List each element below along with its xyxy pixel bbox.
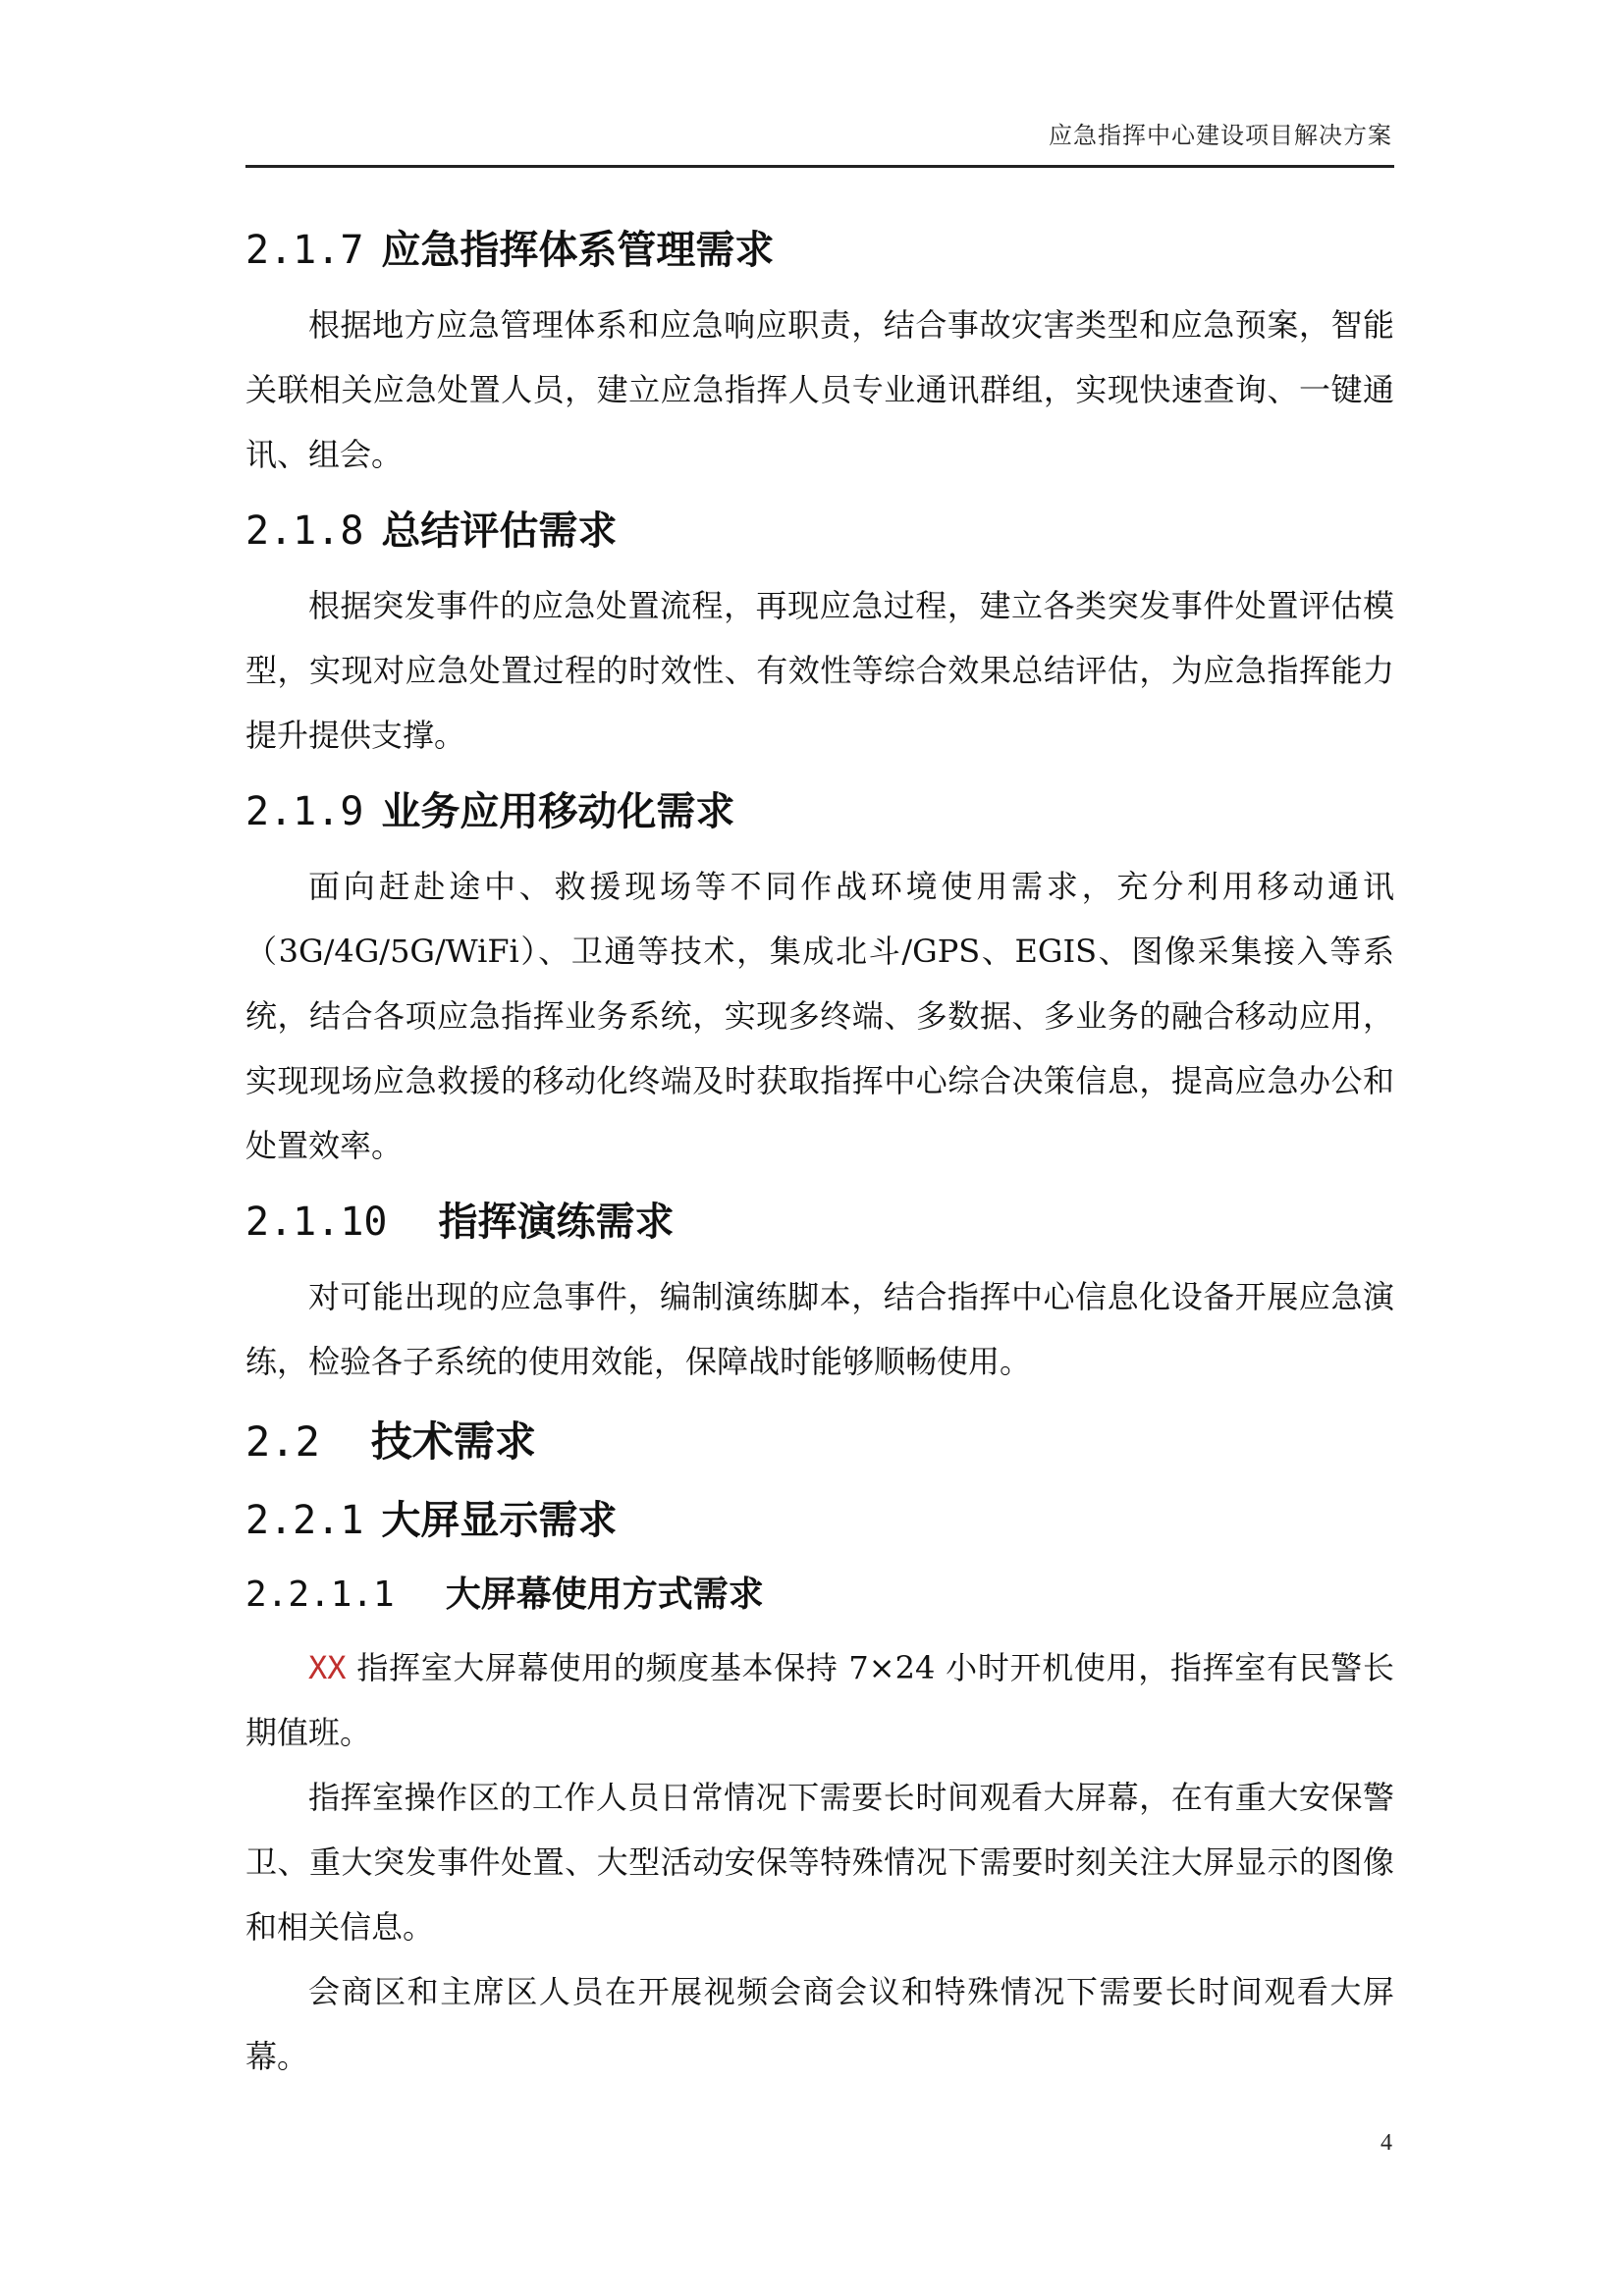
paragraph: 对可能出现的应急事件，编制演练脚本，结合指挥中心信息化设备开展应急演练，检验各子系统的使用效能，保障战时能够顺畅使用。	[245, 1278, 1394, 1380]
section-number: 2.1.7	[245, 228, 364, 273]
heading-2-1-10	[245, 1190, 1394, 1255]
heading-2-1-7	[245, 218, 1394, 283]
section-title: 应急指挥体系管理需求	[381, 228, 775, 273]
section-title: 大屏显示需求	[381, 1498, 618, 1543]
running-header: 应急指挥中心建设项目解决方案	[1049, 122, 1392, 149]
section-number: 2.2.1	[245, 1498, 364, 1543]
paragraph: 指挥室操作区的工作人员日常情况下需要长时间观看大屏幕，在有重大安保警卫、重大突发事件处置、大型活动安保等特殊情况下需要时刻关注大屏显示的图像和相关信息。	[245, 1779, 1394, 1946]
page-number: 4	[1380, 2130, 1392, 2156]
section-title: 指挥演练需求	[438, 1200, 675, 1245]
paragraph: 面向赶赴途中、救援现场等不同作战环境使用需求，充分利用移动通讯（3G/4G/5G/WiFi）、卫通等技术，集成北斗/GPS、EGIS、图像采集接入等系统，结合各项应急指挥业务系统，实现多终端、多数据、多业务的融合移动应用，实现现场应急救援的移动化终端及时获取指挥中心综合决策信息，提高应急办公和处置效率。	[245, 868, 1394, 1164]
paragraph: 根据突发事件的应急处置流程，再现应急过程，建立各类突发事件处置评估模型，实现对应急处置过程的时效性、有效性等综合效果总结评估，为应急指挥能力提升提供支撑。	[245, 587, 1394, 754]
section-title: 技术需求	[370, 1417, 536, 1466]
highlight-placeholder: XX	[308, 1649, 347, 1686]
section-title: 总结评估需求	[381, 508, 618, 554]
heading-2-1-8	[245, 499, 1394, 563]
paragraph: 根据地方应急管理体系和应急响应职责，结合事故灾害类型和应急预案，智能关联相关应急处置人员，建立应急指挥人员专业通讯群组，实现快速查询、一键通讯、组会。	[245, 306, 1394, 473]
heading-2-2-1-1	[245, 1565, 1394, 1626]
paragraph-text: 指挥室大屏幕使用的频度基本保持 7×24 小时开机使用，指挥室有民警长期值班。	[245, 1649, 1394, 1751]
section-number: 2.1.9	[245, 789, 364, 834]
paragraph: 会商区和主席区人员在开展视频会商会议和特殊情况下需要长时间观看大屏幕。	[245, 1973, 1394, 2075]
document-body	[245, 206, 1394, 2089]
heading-2-1-9	[245, 779, 1394, 844]
section-number: 2.1.8	[245, 508, 364, 554]
section-number: 2.2	[245, 1417, 320, 1466]
heading-2-2-1	[245, 1488, 1394, 1553]
header-divider	[245, 165, 1394, 168]
section-title: 业务应用移动化需求	[381, 789, 735, 834]
paragraph	[245, 1635, 1394, 1765]
section-title: 大屏幕使用方式需求	[445, 1575, 764, 1615]
section-number: 2.2.1.1	[245, 1575, 395, 1615]
heading-2-2	[245, 1408, 1394, 1476]
section-number: 2.1.10	[245, 1200, 388, 1245]
